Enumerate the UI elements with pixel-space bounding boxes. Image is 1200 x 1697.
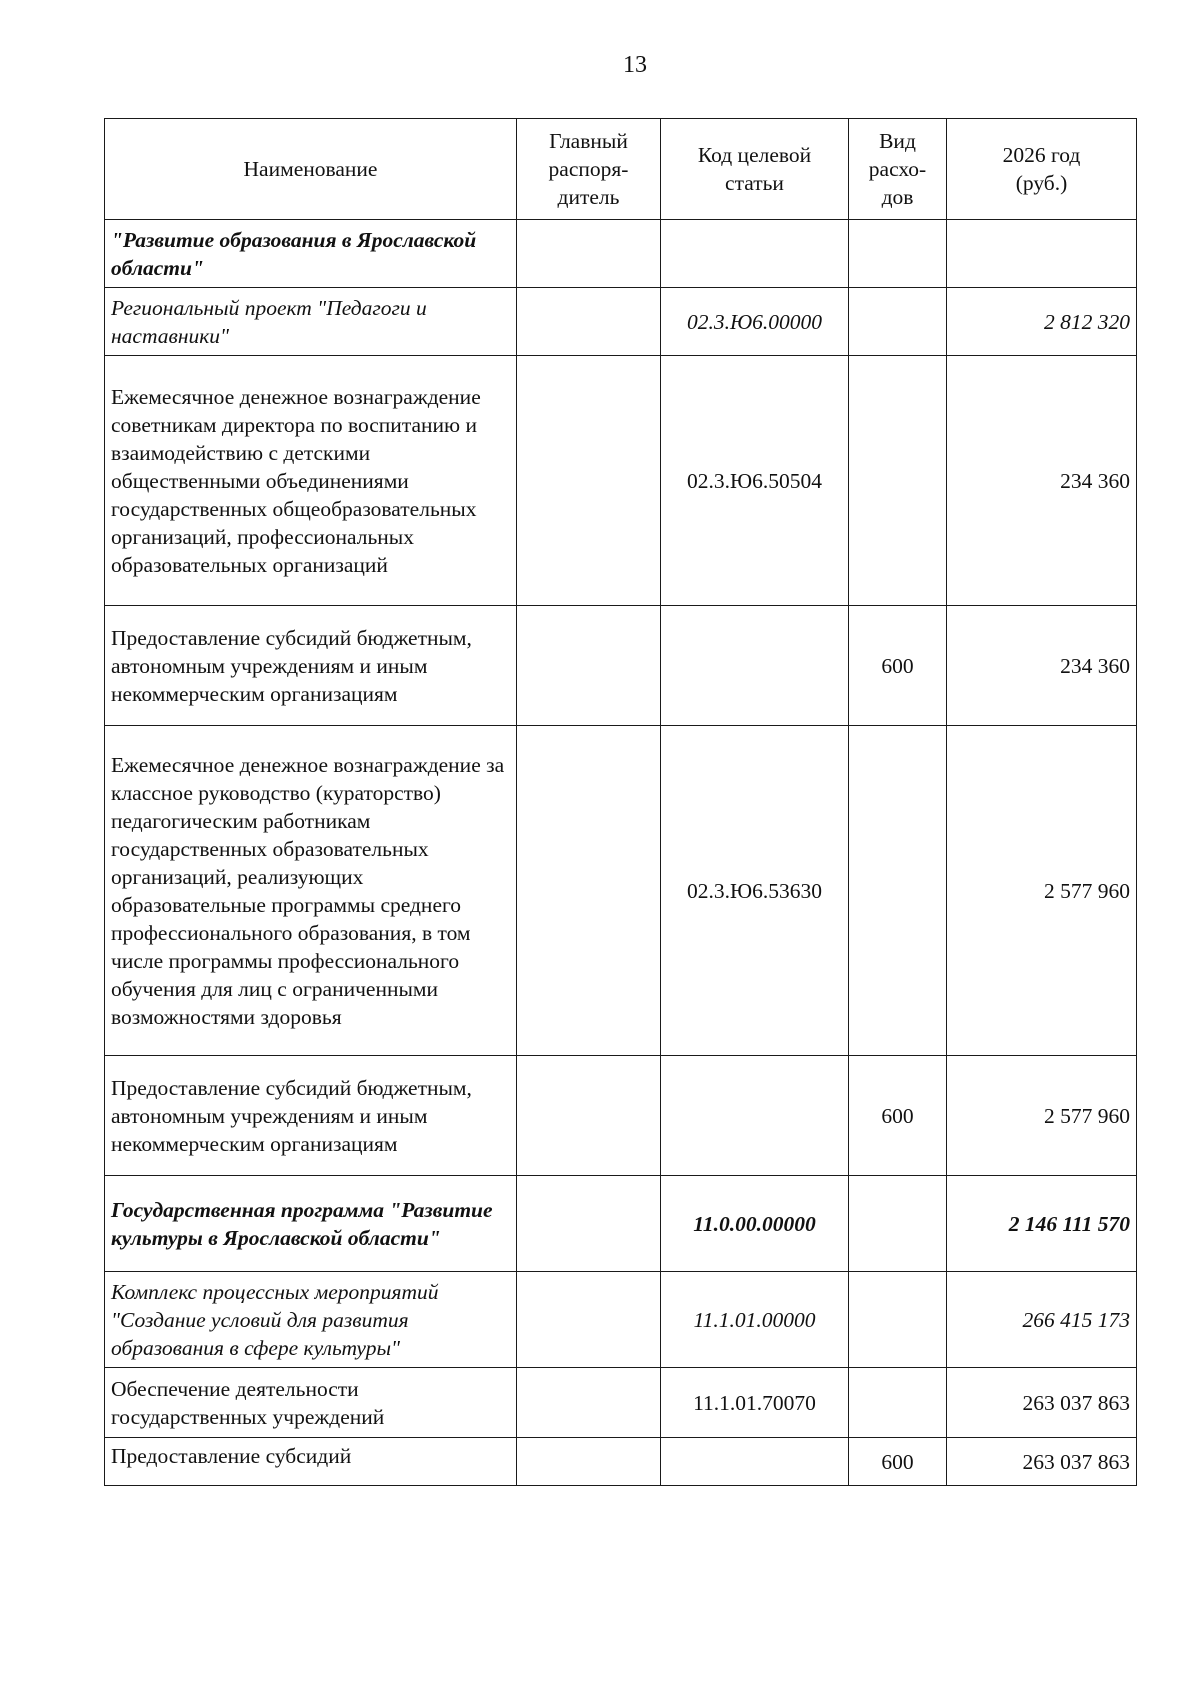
row-name: "Развитие образования в Ярославской области" [105,220,517,288]
header-amount-line: (руб.) [1015,171,1068,195]
row-code [661,1056,849,1176]
row-name: Комплекс процессных мероприятий "Создание условий для развития образования в сфере культуры" [105,1272,517,1368]
row-code [661,220,849,288]
row-manager [517,606,661,726]
row-expense-type [849,356,947,606]
row-expense-type: 600 [849,1438,947,1486]
header-code-line: Код целевой [697,143,812,167]
row-manager [517,1438,661,1486]
row-name: Предоставление субсидий [105,1438,517,1486]
row-manager [517,726,661,1056]
page-number: 13 [623,52,647,78]
row-name: Ежемесячное денежное вознаграждение за классное руководство (кураторство) педагогическим работникам государственных образовательных организаций, реализующих образовательные программы среднего профессионального образования, в том числе программы профессионального обучения для лиц с ограниченными возможностями здоровья [105,726,517,1056]
row-amount: 263 037 863 [947,1368,1137,1438]
header-expense-type-line: расхо- [868,157,927,181]
row-code [661,1438,849,1486]
row-manager [517,1272,661,1368]
row-manager [517,1056,661,1176]
row-manager [517,356,661,606]
row-expense-type [849,726,947,1056]
header-name: Наименование [105,119,517,220]
row-expense-type: 600 [849,606,947,726]
header-expense-type-line: Вид [879,129,916,153]
table-row [105,1368,1137,1438]
row-manager [517,288,661,356]
table-row [105,1056,1137,1176]
row-name: Региональный проект "Педагоги и наставники" [105,288,517,356]
row-expense-type [849,288,947,356]
row-name: Предоставление субсидий бюджетным, автономным учреждениям и иным некоммерческим организациям [105,606,517,726]
table-row [105,726,1137,1056]
row-amount: 2 577 960 [947,1056,1137,1176]
row-code: 11.0.00.00000 [661,1176,849,1272]
row-expense-type [849,220,947,288]
row-code: 02.3.Ю6.00000 [661,288,849,356]
table-row [105,606,1137,726]
row-amount: 2 812 320 [947,288,1137,356]
row-expense-type [849,1368,947,1438]
row-amount: 2 146 111 570 [947,1176,1137,1272]
row-code: 02.3.Ю6.50504 [661,356,849,606]
header-expense-type [849,119,947,220]
table-row [105,220,1137,288]
row-code: 11.1.01.70070 [661,1368,849,1438]
row-manager [517,1176,661,1272]
header-manager-line: Главный [549,129,628,153]
row-expense-type: 600 [849,1056,947,1176]
table-header-row [105,119,1137,220]
table-row [105,1176,1137,1272]
row-name: Государственная программа "Развитие культуры в Ярославской области" [105,1176,517,1272]
row-amount [947,220,1137,288]
header-amount-line: 2026 год [1002,143,1081,167]
table-row [105,1438,1137,1486]
row-name: Ежемесячное денежное вознаграждение советникам директора по воспитанию и взаимодействию с детскими общественными объединениями государственных общеобразовательных организаций, профессиональных образовательных организаций [105,356,517,606]
table-row [105,356,1137,606]
header-manager-line: распоря- [548,157,629,181]
row-manager [517,1368,661,1438]
header-manager-line: дитель [557,185,620,209]
row-amount: 263 037 863 [947,1438,1137,1486]
table-row [105,1272,1137,1368]
row-amount: 234 360 [947,356,1137,606]
table-row [105,288,1137,356]
header-amount [947,119,1137,220]
header-expense-type-line: дов [881,185,914,209]
row-amount: 234 360 [947,606,1137,726]
row-code: 02.3.Ю6.53630 [661,726,849,1056]
row-amount: 2 577 960 [947,726,1137,1056]
budget-table [104,118,1137,1486]
row-name: Обеспечение деятельности государственных учреждений [105,1368,517,1438]
row-manager [517,220,661,288]
row-name: Предоставление субсидий бюджетным, автономным учреждениям и иным некоммерческим организациям [105,1056,517,1176]
header-manager [517,119,661,220]
header-code-line: статьи [725,171,784,195]
row-expense-type [849,1176,947,1272]
row-expense-type [849,1272,947,1368]
row-amount: 266 415 173 [947,1272,1137,1368]
header-code [661,119,849,220]
row-code [661,606,849,726]
row-code: 11.1.01.00000 [661,1272,849,1368]
